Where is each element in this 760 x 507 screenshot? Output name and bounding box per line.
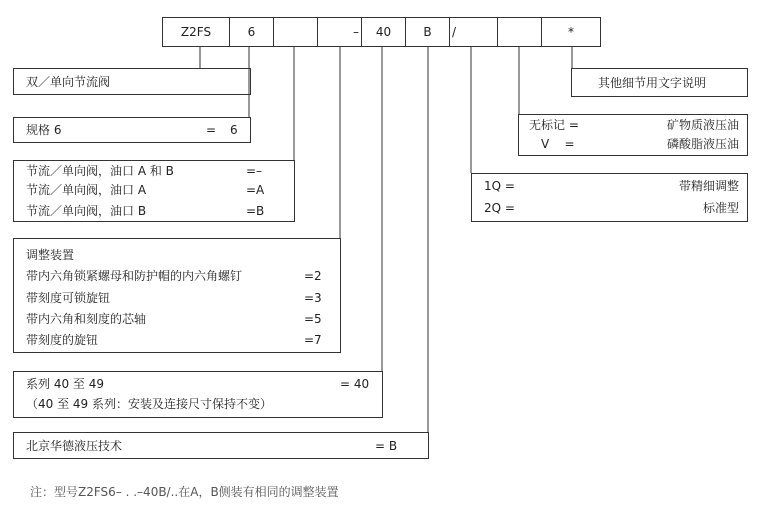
box-function (13, 160, 295, 222)
adjust-row-1-label: 带内六角锁紧螺母和防护帽的内六角螺钉 (26, 269, 243, 283)
box-maker (13, 432, 429, 459)
code-cell-other: * (541, 17, 601, 47)
adjust-row-2-code: =3 (304, 291, 322, 305)
size-eq: = (206, 123, 217, 137)
box-other (571, 68, 748, 97)
maker-code: = B (375, 439, 398, 453)
adjust-row-1-code: =2 (304, 269, 322, 283)
series-code: = 40 (340, 377, 370, 391)
size-value: 6 (230, 123, 238, 137)
adjust-row-4-label: 带刻度的旋钮 (26, 333, 99, 347)
adjust-row-2-label: 带刻度可锁旋钮 (26, 291, 111, 305)
box-double-check (13, 68, 251, 95)
fluid-row-1-value: 矿物质液压油 (666, 118, 739, 132)
code-cell-size: 6 (229, 17, 274, 47)
other-label: 其他细节用文字说明 (598, 76, 707, 90)
fluid-row-2-value: 磷酸脂液压油 (666, 137, 739, 151)
function-row-1-label: 节流／单向阀，油口 A 和 B (26, 164, 174, 178)
function-row-1-code: =– (246, 164, 263, 178)
box-fluid (518, 114, 748, 156)
code-cell-series: 40 (361, 17, 406, 47)
footnote: 注：型号Z2FS6– . .–40B/..在A，B侧装有相同的调整装置 (30, 485, 339, 499)
fluid-row-2-key: V = (541, 137, 575, 151)
double-check-label: 双／单向节流阀 (26, 75, 111, 89)
adjust-title: 调整装置 (26, 248, 75, 262)
adjust-row-3-label: 带内六角和刻度的芯轴 (26, 312, 147, 326)
series-sub: （40 至 49 系列：安装及连接尺寸保持不变） (26, 397, 272, 411)
code-cell-adjust: – (317, 17, 362, 47)
function-row-2-label: 节流／单向阀，油口 A (26, 183, 147, 197)
function-row-3-label: 节流／单向阀，油口 B (26, 204, 147, 218)
seal-row-1-value: 带精细调整 (678, 179, 739, 193)
maker-label: 北京华德液压技术 (26, 439, 123, 453)
seal-row-2-value: 标准型 (702, 201, 739, 215)
code-cell-model: Z2FS (162, 17, 230, 47)
box-series (13, 371, 383, 418)
code-cell-seal: / (449, 17, 498, 47)
seal-row-1-key: 1Q = (484, 179, 515, 193)
function-row-2-code: =A (246, 183, 265, 197)
series-label: 系列 40 至 49 (26, 377, 104, 391)
box-adjust (13, 238, 341, 353)
seal-row-2-key: 2Q = (484, 201, 515, 215)
function-row-3-code: =B (246, 204, 265, 218)
box-size (13, 117, 251, 143)
adjust-row-4-code: =7 (304, 333, 322, 347)
code-cell-maker: B (405, 17, 450, 47)
size-label: 规格 6 (26, 123, 62, 137)
box-seal (471, 173, 748, 222)
fluid-row-1-key: 无标记 = (529, 118, 579, 132)
adjust-row-3-code: =5 (304, 312, 322, 326)
